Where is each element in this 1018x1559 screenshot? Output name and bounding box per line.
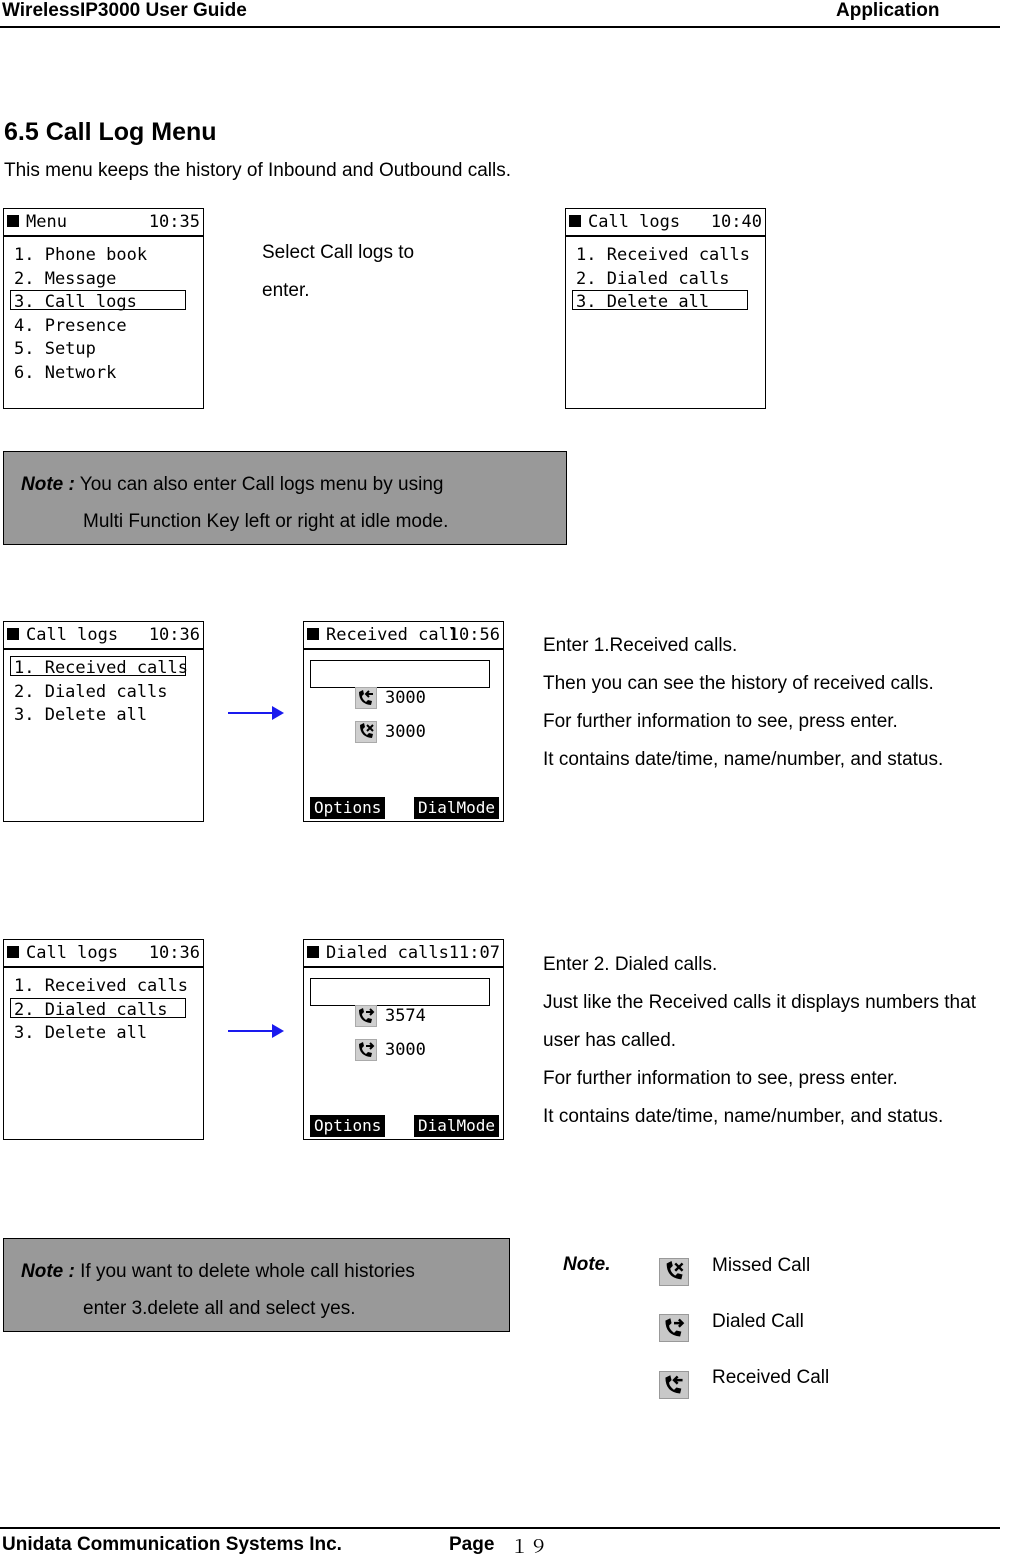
call-logs-screen (3, 939, 204, 1140)
footer-rule (0, 1527, 1000, 1529)
screen-time: 10:35 (148, 212, 200, 232)
received-call-icon (659, 1371, 689, 1399)
screen-time: 10:36 (148, 625, 200, 645)
dialed-line3: user has called. (543, 1030, 677, 1051)
received-line4: It contains date/time, name/number, and status. (543, 749, 944, 770)
missed-call-icon (659, 1258, 689, 1286)
menu-screen (3, 208, 204, 409)
footer-page-label: Page (449, 1534, 495, 1555)
section-title: 6.5 Call Log Menu (4, 118, 217, 146)
note-label: Note : (21, 1261, 75, 1282)
note-line2: enter 3.delete all and select yes. (83, 1298, 356, 1319)
menu-item-delete-all[interactable]: 3. Delete all (14, 1023, 148, 1043)
screen-title-bar (4, 622, 203, 650)
flow-arrow (228, 1030, 282, 1032)
dialed-call-icon (659, 1314, 689, 1342)
guide-title: WirelessIP3000 User Guide (2, 0, 247, 21)
received-line1: Enter 1.Received calls. (543, 635, 738, 656)
menu-item-delete-all[interactable]: 3. Delete all (14, 705, 148, 725)
title-square-icon (7, 946, 19, 958)
title-square-icon (7, 215, 19, 227)
dialed-line1: Enter 2. Dialed calls. (543, 954, 718, 975)
dialed-call-icon (355, 1039, 377, 1061)
entry-number: 3000 (384, 722, 426, 742)
entry-number: 3000 (384, 1040, 426, 1060)
menu-item-delete-all[interactable]: 3. Delete all (576, 292, 710, 312)
menu-item-setup[interactable]: 5. Setup (14, 339, 96, 359)
screen-time: 10:40 (710, 212, 762, 232)
dialmode-softkey[interactable]: DialMode (414, 1115, 499, 1137)
menu-item-dialed-calls[interactable]: 2. Dialed calls (576, 269, 730, 289)
options-softkey[interactable]: Options (310, 1115, 385, 1137)
screen-title: Menu (26, 212, 67, 232)
menu-item-received-calls[interactable]: 1. Received calls (14, 976, 188, 996)
menu-item-network[interactable]: 6. Network (14, 363, 117, 383)
received-line2: Then you can see the history of received calls. (543, 673, 934, 694)
screen-title: Received call (326, 625, 460, 645)
screen-title-bar (4, 940, 203, 968)
title-square-icon (7, 628, 19, 640)
legend-missed-call: Missed Call (712, 1255, 811, 1276)
dialed-description (543, 946, 1013, 1136)
screen-time: 10:56 (448, 625, 500, 645)
title-square-icon (569, 215, 581, 227)
legend-received-call: Received Call (712, 1367, 830, 1388)
dialed-calls-screen (303, 939, 504, 1140)
call-logs-screen (3, 621, 204, 822)
received-call-screen (303, 621, 504, 822)
flow-arrow (228, 712, 282, 714)
menu-item-call-logs[interactable]: 3. Call logs (14, 292, 137, 312)
title-square-icon (307, 628, 319, 640)
dialed-line4: For further information to see, press enter. (543, 1068, 898, 1089)
options-softkey[interactable]: Options (310, 797, 385, 819)
menu-item-dialed-calls[interactable]: 2. Dialed calls (14, 682, 168, 702)
note-idle-mode (3, 451, 567, 545)
call-entry[interactable] (314, 696, 426, 742)
screen-title-bar (4, 209, 203, 237)
select-instruction-line1: Select Call logs to (262, 242, 415, 263)
call-entry[interactable] (314, 980, 426, 1026)
menu-item-message[interactable]: 2. Message (14, 269, 117, 289)
note-line1: You can also enter Call logs menu by using (74, 474, 444, 495)
footer-page-number: １９ (510, 1537, 549, 1558)
note-label: Note : (21, 474, 75, 495)
menu-item-received-calls[interactable]: 1. Received calls (14, 658, 188, 678)
received-description (543, 627, 943, 779)
note-line2: Multi Function Key left or right at idle mode. (83, 511, 449, 532)
screen-title: Call logs (588, 212, 681, 232)
menu-item-phone-book[interactable]: 1. Phone book (14, 245, 148, 265)
section-intro: This menu keeps the history of Inbound and Outbound calls. (4, 160, 511, 181)
chapter-title: Application (836, 0, 940, 21)
header-rule (0, 26, 1000, 28)
screen-title: Dialed calls (326, 943, 449, 963)
dialed-line5: It contains date/time, name/number, and status. (543, 1106, 944, 1127)
note-delete-all (3, 1238, 510, 1332)
missed-call-icon (355, 721, 377, 743)
title-square-icon (307, 946, 319, 958)
menu-item-presence[interactable]: 4. Presence (14, 316, 127, 336)
call-entry[interactable] (314, 662, 426, 708)
dialed-line2: Just like the Received calls it displays numbers that (543, 992, 976, 1013)
menu-item-received-calls[interactable]: 1. Received calls (576, 245, 750, 265)
screen-time: 11:07 (448, 943, 500, 963)
legend-label: Note. (563, 1254, 611, 1275)
received-line3: For further information to see, press enter. (543, 711, 898, 732)
entry-number: 3000 (384, 688, 426, 708)
legend-dialed-call: Dialed Call (712, 1311, 804, 1332)
call-logs-screen (565, 208, 766, 409)
entry-number: 3574 (384, 1006, 426, 1026)
screen-title: Call logs (26, 625, 119, 645)
screen-title-bar (566, 209, 765, 237)
screen-title-bar (304, 940, 503, 968)
screen-time: 10:36 (148, 943, 200, 963)
screen-title-bar (304, 622, 503, 650)
call-entry[interactable] (314, 1014, 426, 1060)
select-instruction-line2: enter. (262, 280, 310, 301)
footer-company: Unidata Communication Systems Inc. (2, 1534, 342, 1555)
note-line1: If you want to delete whole call histories (74, 1261, 415, 1282)
screen-title: Call logs (26, 943, 119, 963)
dialmode-softkey[interactable]: DialMode (414, 797, 499, 819)
select-instruction (262, 234, 414, 310)
menu-item-dialed-calls[interactable]: 2. Dialed calls (14, 1000, 168, 1020)
